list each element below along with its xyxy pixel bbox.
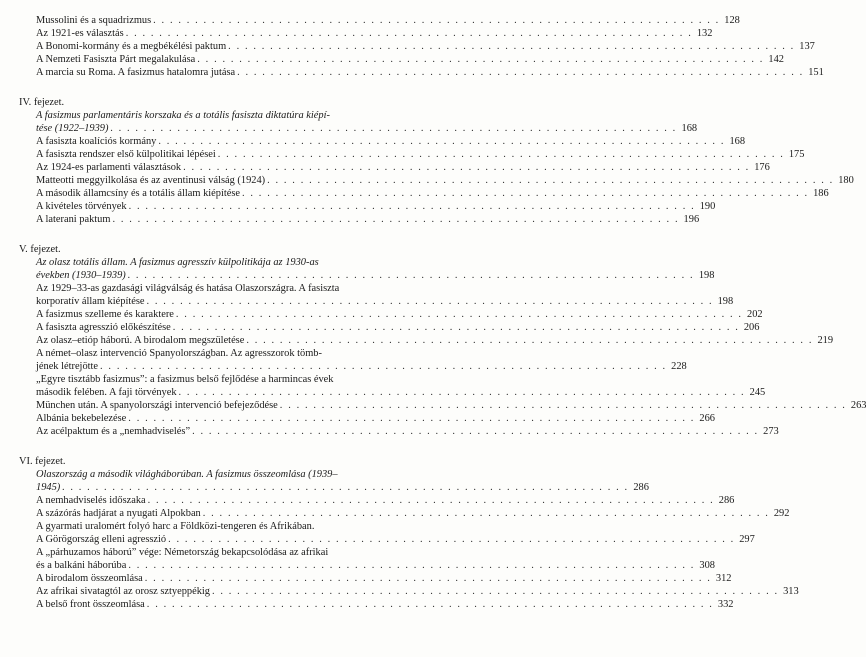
dot-leader: . . . . . . . . . . . . . . . . . . . . . . . . . . . . . . . . . . . . . . . . . . . . . . . . . . . . . . . . . . . . . . . . . . . . (158, 136, 726, 147)
entry-title: A fasiszta koalíciós kormány (36, 136, 157, 147)
toc-entry-line (0, 494, 735, 507)
toc-entry-line (0, 520, 463, 533)
entry-title: A Nemzeti Fasiszta Párt megalakulása (36, 54, 196, 65)
dot-leader: . . . . . . . . . . . . . . . . . . . . . . . . . . . . . . . . . . . . . . . . . . . . . . . . . . . . . . . . . . . . . . . . . . . . (246, 335, 814, 346)
dot-leader: . . . . . . . . . . . . . . . . . . . . . . . . . . . . . . . . . . . . . . . . . . . . . . . . . . . . . . . . . . . . . . . . . . . . (178, 387, 746, 398)
dot-leader: . . . . . . . . . . . . . . . . . . . . . . . . . . . . . . . . . . . . . . . . . . . . . . . . . . . . . . . . . . . . . . . . . . . . (197, 54, 764, 65)
entry-title: „Egyre tisztább fasizmus”: a fasizmus belső fejlődése a harmincas évek (36, 374, 334, 385)
page-number: 273 (763, 426, 779, 437)
entry-title: München után. A spanyolországi intervenció befejeződése (36, 400, 278, 411)
toc-entry (36, 269, 715, 282)
dot-leader: . . . . . . . . . . . . . . . . . . . . . . . . . . . . . . . . . . . . . . . . . . . . . . . . . . . . . . . . . . . . . . . . . . . . (147, 495, 715, 506)
toc-entry (36, 213, 700, 226)
page-number: 308 (699, 560, 715, 571)
page-number: 186 (813, 188, 829, 199)
toc-entry-line (0, 321, 760, 334)
dot-leader: . . . . . . . . . . . . . . . . . . . . . . . . . . . . . . . . . . . . . . . . . . . . . . . . . . . . . . . . . . . . . . . . . . . . (168, 534, 735, 545)
entry-title: A százórás hadjárat a nyugati Alpokban (36, 508, 201, 519)
toc-entry-line (0, 14, 740, 27)
entry-title: Az 1929–33-as gazdasági világválság és hatása Olaszországra. A fasiszta (36, 283, 340, 294)
dot-leader: . . . . . . . . . . . . . . . . . . . . . . . . . . . . . . . . . . . . . . . . . . . . . . . . . . . . . . . . . . . . . . . . . . . . (128, 413, 695, 424)
page-number: 168 (729, 136, 746, 147)
entry-title: Az 1921-es választás (36, 28, 124, 39)
dot-leader: . . . . . . . . . . . . . . . . . . . . . . . . . . . . . . . . . . . . . . . . . . . . . . . . . . . . . . . . . . . . . . . . . . . . (128, 560, 695, 571)
dot-leader: . . . . . . . . . . . . . . . . . . . . . . . . . . . . . . . . . . . . . . . . . . . . . . . . . . . . . . . . . . . . . . . . . . . . (125, 28, 693, 39)
toc-entry-line (0, 27, 713, 40)
page-number: 198 (698, 270, 715, 281)
toc-entry (36, 308, 763, 321)
toc-entry (36, 386, 766, 399)
entry-title: A fasizmus szelleme és karaktere (36, 309, 174, 320)
entry-title: 1945) (36, 482, 61, 493)
page-number: 180 (838, 175, 854, 186)
entry-title: A Bonomi-kormány és a megbékélési paktum (36, 41, 227, 52)
page-number: 219 (817, 335, 834, 346)
dot-leader: . . . . . . . . . . . . . . . . . . . . . . . . . . . . . . . . . . . . . . . . . . . . . . . . . . . . . . . . . . . . . . . . . . . . (192, 426, 759, 437)
toc-entry-line (0, 468, 463, 481)
page-number: 198 (717, 296, 734, 307)
toc-entry-line (0, 161, 770, 174)
entry-title: A Görögország elleni agresszió (36, 534, 167, 545)
entry-title: A nemhadviselés időszaka (36, 495, 146, 506)
page-number: 142 (768, 54, 784, 65)
entry-title: A birodalom összeomlása (36, 573, 143, 584)
chapter-heading-row (0, 455, 463, 468)
entry-title: A belső front összeomlása (36, 599, 145, 610)
entry-title: jének létrejötte (36, 361, 99, 372)
toc-entry-line (0, 148, 805, 161)
toc-entry (36, 40, 815, 53)
page-number: 312 (715, 573, 732, 584)
toc-entry-line (0, 347, 463, 360)
toc-entry-line (0, 533, 755, 546)
page-number: 266 (699, 413, 715, 424)
toc-entry (36, 148, 805, 161)
toc-entry-line (0, 66, 824, 79)
page-number: 175 (788, 149, 805, 160)
page-number: 297 (739, 534, 755, 545)
toc-entry (36, 598, 734, 611)
entry-title: tése (1922–1939) (36, 123, 109, 134)
toc-entry-line (0, 256, 463, 269)
toc-entry (36, 295, 734, 308)
toc-entry (36, 507, 790, 520)
page-number: 151 (808, 67, 824, 78)
chapter-heading-row (0, 96, 463, 109)
entry-title: években (1930–1939) (36, 270, 126, 281)
toc-entry (36, 200, 716, 213)
toc-entry-line (0, 213, 700, 226)
toc-entry (36, 360, 687, 373)
dot-leader: . . . . . . . . . . . . . . . . . . . . . . . . . . . . . . . . . . . . . . . . . . . . . . . . . . . . . . . . . . . . . . . . . . . . (153, 15, 720, 26)
dot-leader: . . . . . . . . . . . . . . . . . . . . . . . . . . . . . . . . . . . . . . . . . . . . . . . . . . . . . . . . . . . . . . . . . . . . (183, 162, 750, 173)
entry-title: Az 1924-es parlamenti választások (36, 162, 182, 173)
chapter-heading: IV. fejezet. (19, 97, 65, 108)
toc-entry (36, 174, 854, 187)
toc-entry (36, 161, 770, 174)
page-number: 196 (683, 214, 700, 225)
toc-entry (36, 321, 760, 334)
page-number: 176 (754, 162, 770, 173)
toc-entry-line (0, 546, 463, 559)
toc-entry-line (0, 308, 763, 321)
toc-entry-line (0, 360, 687, 373)
toc-entry (36, 494, 735, 507)
dot-leader: . . . . . . . . . . . . . . . . . . . . . . . . . . . . . . . . . . . . . . . . . . . . . . . . . . . . . . . . . . . . . . . . . . . . (228, 41, 795, 52)
toc-entry-line (0, 174, 854, 187)
toc-entry-line (0, 282, 463, 295)
dot-leader: . . . . . . . . . . . . . . . . . . . . . . . . . . . . . . . . . . . . . . . . . . . . . . . . . . . . . . . . . . . . . . . . . . . . (202, 508, 770, 519)
entry-title: második felében. A faji törvények (36, 387, 177, 398)
toc-entry-line (0, 40, 815, 53)
toc-entry (36, 66, 824, 79)
page-number: 202 (747, 309, 763, 320)
page-number: 168 (681, 123, 698, 134)
dot-leader: . . . . . . . . . . . . . . . . . . . . . . . . . . . . . . . . . . . . . . . . . . . . . . . . . . . . . . . . . . . . . . . . . . . . (110, 123, 678, 134)
toc-entry-line (0, 135, 746, 148)
toc-entry (36, 412, 715, 425)
dot-leader: . . . . . . . . . . . . . . . . . . . . . . . . . . . . . . . . . . . . . . . . . . . . . . . . . . . . . . . . . . . . . . . . . . . . (172, 322, 740, 333)
toc-entry-line (0, 269, 715, 282)
dot-leader: . . . . . . . . . . . . . . . . . . . . . . . . . . . . . . . . . . . . . . . . . . . . . . . . . . . . . . . . . . . . . . . . . . . . (128, 201, 696, 212)
entry-title: Mussolini és a squadrizmus (36, 15, 152, 26)
dot-leader: . . . . . . . . . . . . . . . . . . . . . . . . . . . . . . . . . . . . . . . . . . . . . . . . . . . . . . . . . . . . . . . . . . . . (242, 188, 809, 199)
chapter-heading: VI. fejezet. (19, 456, 66, 467)
entry-title: A laterani paktum (36, 214, 111, 225)
toc-entry (36, 481, 649, 494)
entry-title: A „párhuzamos háború” vége: Németország bekapcsolódása az afrikai (36, 547, 329, 558)
dot-leader: . . . . . . . . . . . . . . . . . . . . . . . . . . . . . . . . . . . . . . . . . . . . . . . . . . . . . . . . . . . . . . . . . . . . (175, 309, 743, 320)
dot-leader: . . . . . . . . . . . . . . . . . . . . . . . . . . . . . . . . . . . . . . . . . . . . . . . . . . . . . . . . . . . . . . . . . . . . (144, 573, 712, 584)
dot-leader: . . . . . . . . . . . . . . . . . . . . . . . . . . . . . . . . . . . . . . . . . . . . . . . . . . . . . . . . . . . . . . . . . . . . (146, 296, 714, 307)
entry-title: A fasiszta agresszió előkészítése (36, 322, 171, 333)
page-number: 190 (699, 201, 716, 212)
page-number: 128 (724, 15, 740, 26)
page-number: 206 (743, 322, 760, 333)
entry-title: A második államcsíny és a totális állam kiépítése (36, 188, 241, 199)
toc-entry-line (0, 598, 734, 611)
page-number: 228 (671, 361, 687, 372)
toc-entry (36, 572, 732, 585)
entry-title: A marcia su Roma. A fasizmus hatalomra jutása (36, 67, 236, 78)
toc-entry (36, 187, 829, 200)
page-number: 332 (717, 599, 734, 610)
chapter-heading: V. fejezet. (19, 244, 61, 255)
toc-entry (36, 27, 713, 40)
toc-entry-line (0, 109, 463, 122)
entry-title: Az olasz–etióp háború. A birodalom megszületése (36, 335, 245, 346)
dot-leader: . . . . . . . . . . . . . . . . . . . . . . . . . . . . . . . . . . . . . . . . . . . . . . . . . . . . . . . . . . . . . . . . . . . . (237, 67, 804, 78)
toc-entry (36, 399, 866, 412)
toc-entry-line (0, 122, 698, 135)
toc-entry (36, 135, 746, 148)
dot-leader: . . . . . . . . . . . . . . . . . . . . . . . . . . . . . . . . . . . . . . . . . . . . . . . . . . . . . . . . . . . . . . . . . . . . (127, 270, 695, 281)
page-number: 132 (696, 28, 713, 39)
toc-entry-line (0, 334, 834, 347)
toc-entry-line (0, 295, 734, 308)
dot-leader: . . . . . . . . . . . . . . . . . . . . . . . . . . . . . . . . . . . . . . . . . . . . . . . . . . . . . . . . . . . . . . . . . . . . (211, 586, 779, 597)
dot-leader: . . . . . . . . . . . . . . . . . . . . . . . . . . . . . . . . . . . . . . . . . . . . . . . . . . . . . . . . . . . . . . . . . . . . (217, 149, 785, 160)
dot-leader: . . . . . . . . . . . . . . . . . . . . . . . . . . . . . . . . . . . . . . . . . . . . . . . . . . . . . . . . . . . . . . . . . . . . (62, 482, 629, 493)
entry-title: Az afrikai sivatagtól az orosz sztyeppékig (36, 586, 210, 597)
toc-entry-line (0, 399, 866, 412)
toc-entry-line (0, 425, 779, 438)
page-number: 245 (749, 387, 766, 398)
dot-leader: . . . . . . . . . . . . . . . . . . . . . . . . . . . . . . . . . . . . . . . . . . . . . . . . . . . . . . . . . . . . . . . . . . . . (100, 361, 667, 372)
toc-entry (36, 425, 779, 438)
entry-title: Matteotti meggyilkolása és az aventinusi válság (1924) (36, 175, 266, 186)
toc-entry (36, 14, 740, 27)
entry-title: A német–olasz intervenció Spanyolországban. Az agresszorok tömb- (36, 348, 322, 359)
entry-title: Az olasz totális állam. A fasizmus agresszív külpolitikája az 1930-as (36, 257, 319, 268)
page-number: 137 (799, 41, 815, 52)
toc-entry-line (0, 53, 784, 66)
entry-title: A gyarmati uralomért folyó harc a Földközi-tengeren és Afrikában. (36, 521, 315, 532)
toc-entry-line (0, 507, 790, 520)
page-number: 313 (783, 586, 799, 597)
dot-leader: . . . . . . . . . . . . . . . . . . . . . . . . . . . . . . . . . . . . . . . . . . . . . . . . . . . . . . . . . . . . . . . . . . . . (112, 214, 680, 225)
toc-entry-line (0, 412, 715, 425)
toc-entry-line (0, 572, 732, 585)
entry-title: A fasiszta rendszer első külpolitikai lépései (36, 149, 216, 160)
entry-title: Az acélpaktum és a „nemhadviselés” (36, 426, 191, 437)
entry-title: Olaszország a második világháborúban. A fasizmus összeomlása (1939– (36, 469, 338, 480)
toc-entry (36, 122, 698, 135)
page-number: 286 (633, 482, 649, 493)
chapter-heading-row (0, 243, 463, 256)
toc-entry (36, 585, 799, 598)
toc-entry (36, 53, 784, 66)
toc-entry (36, 533, 755, 546)
entry-title: és a balkáni háborúba (36, 560, 127, 571)
toc-entry-line (0, 187, 829, 200)
toc-entry (36, 559, 715, 572)
entry-title: korporatív állam kiépítése (36, 296, 145, 307)
entry-title: Albánia bekebelezése (36, 413, 127, 424)
toc-entry-line (0, 386, 766, 399)
toc-entry-line (0, 585, 799, 598)
dot-leader: . . . . . . . . . . . . . . . . . . . . . . . . . . . . . . . . . . . . . . . . . . . . . . . . . . . . . . . . . . . . . . . . . . . . (267, 175, 834, 186)
page-number: 286 (718, 495, 735, 506)
toc-entry-line (0, 373, 463, 386)
toc-entry (36, 334, 834, 347)
toc-entry-line (0, 200, 716, 213)
page-number: 292 (773, 508, 790, 519)
dot-leader: . . . . . . . . . . . . . . . . . . . . . . . . . . . . . . . . . . . . . . . . . . . . . . . . . . . . . . . . . . . . . . . . . . . . (279, 400, 847, 411)
toc-entry-line (0, 559, 715, 572)
entry-title: A fasizmus parlamentáris korszaka és a totális fasiszta diktatúra kiépí- (36, 110, 330, 121)
entry-title: A kivételes törvények (36, 201, 127, 212)
toc-entry-line (0, 481, 649, 494)
page-number: 263 (850, 400, 866, 411)
dot-leader: . . . . . . . . . . . . . . . . . . . . . . . . . . . . . . . . . . . . . . . . . . . . . . . . . . . . . . . . . . . . . . . . . . . . (146, 599, 714, 610)
